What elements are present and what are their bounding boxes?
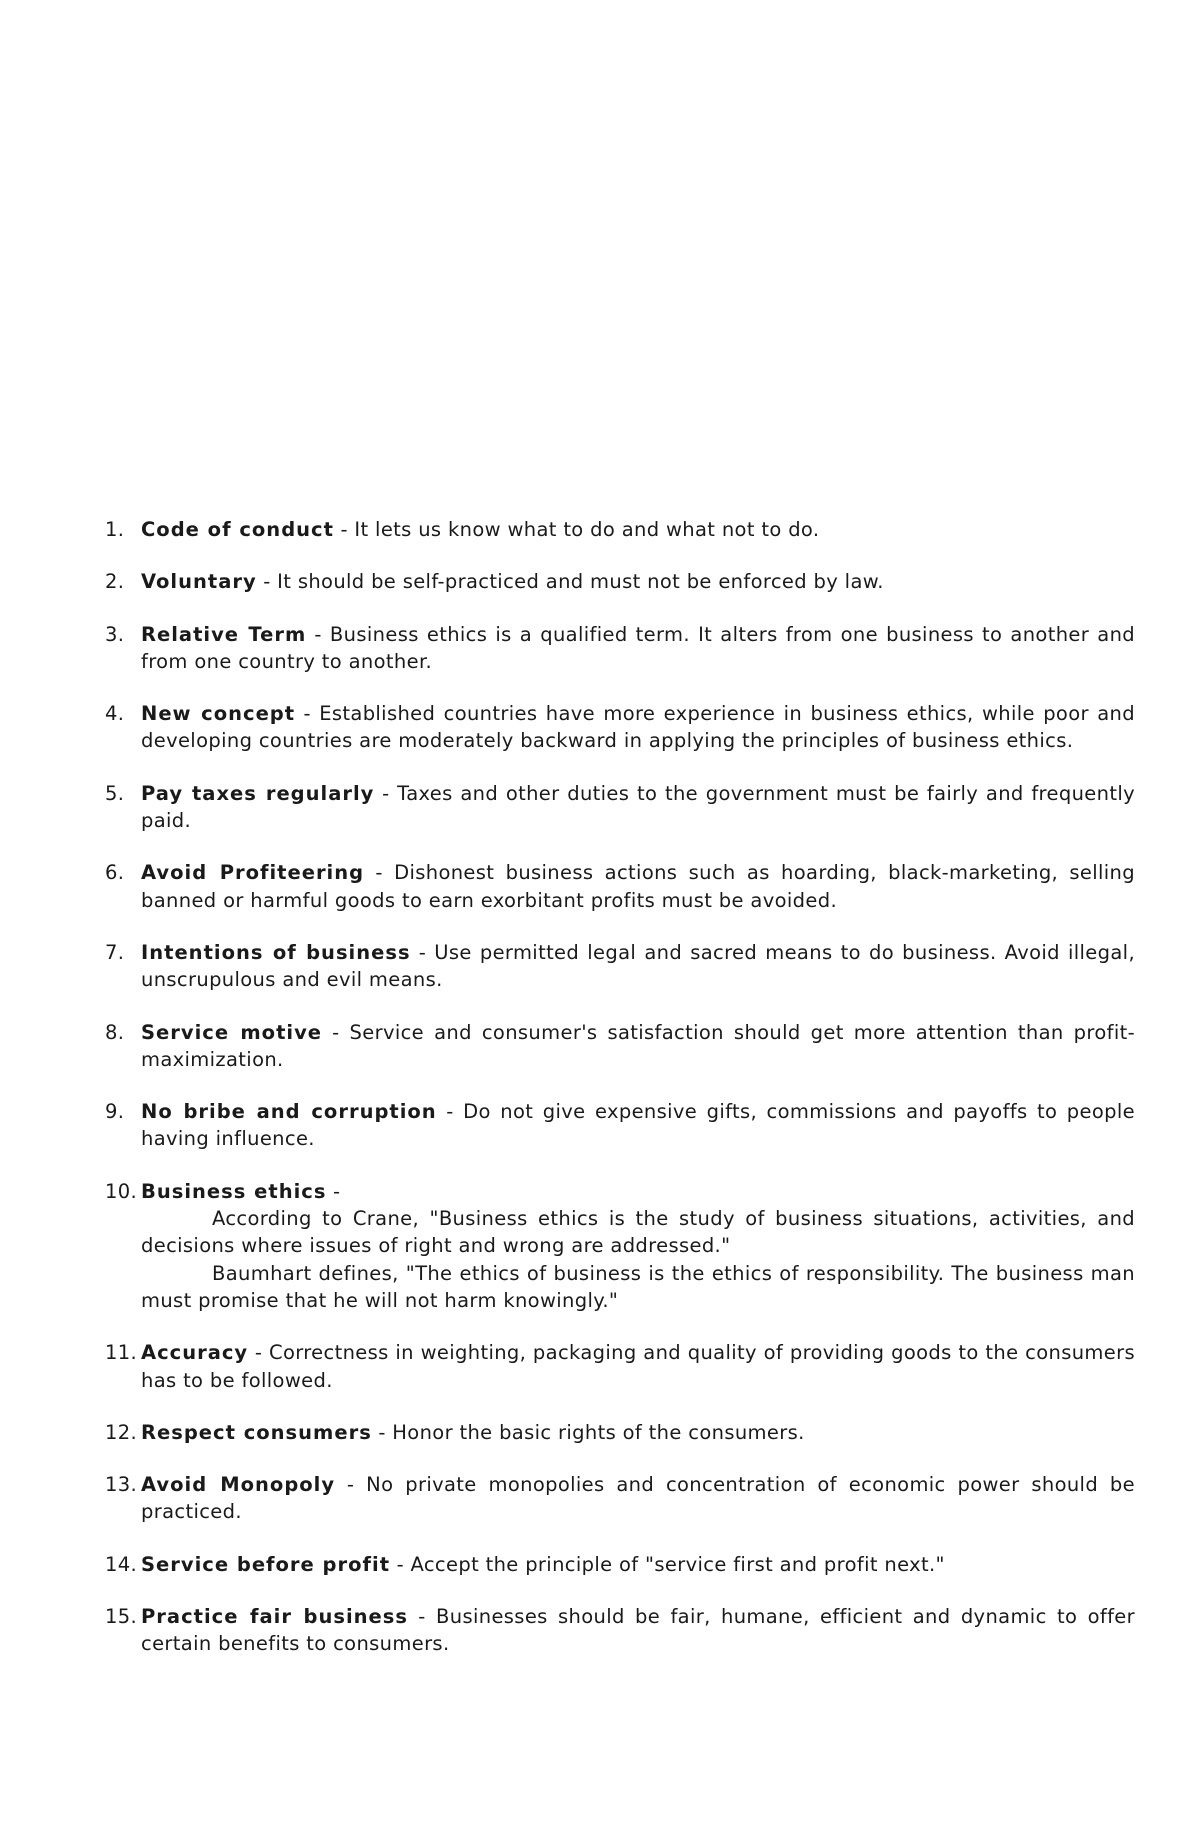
item-number: 13.: [105, 1473, 138, 1497]
item-body: [141, 1603, 1135, 1658]
definition-quote: According to Crane, "Business ethics is the study of business situations, activities, and decisions where issues of right and wrong are addressed.": [141, 1207, 1135, 1258]
list-item: [105, 1339, 1135, 1394]
list-item: [105, 621, 1135, 676]
list-item: [105, 1471, 1135, 1526]
item-text: - No private monopolies and concentration of economic power should be practiced.: [141, 1473, 1135, 1524]
item-body: [141, 780, 1135, 835]
item-number: 7.: [105, 940, 125, 964]
list-item: [105, 1551, 1135, 1578]
item-term: Avoid Monopoly: [141, 1473, 336, 1497]
item-term: Pay taxes regularly: [141, 781, 375, 805]
list-item: [105, 1419, 1135, 1446]
item-number: 10.: [105, 1179, 138, 1203]
item-term: New concept: [141, 702, 296, 726]
business-ethics-list: [105, 516, 1135, 1683]
list-item: [105, 700, 1135, 755]
item-text: - Use permitted legal and sacred means to do business. Avoid illegal, unscrupulous and evil means.: [141, 940, 1135, 992]
item-term: Service motive: [141, 1020, 323, 1044]
list-item: [105, 568, 1135, 595]
list-item: [105, 516, 1135, 543]
item-text: - Businesses should be fair, humane, efficient and dynamic to offer certain benefits to consumers.: [141, 1605, 1136, 1656]
list-item: [105, 939, 1135, 994]
list-item: [105, 780, 1135, 835]
item-body: [141, 568, 1135, 595]
item-body: [141, 1471, 1135, 1526]
item-term: Business ethics: [141, 1179, 327, 1203]
item-number: 12.: [105, 1420, 138, 1444]
item-term: Voluntary: [141, 570, 257, 594]
item-text: - Business ethics is a qualified term. It alters from one business to another and from one country to another.: [141, 622, 1136, 673]
item-body: [141, 1098, 1135, 1153]
item-term: Accuracy: [141, 1341, 249, 1365]
item-body: [141, 1019, 1135, 1074]
item-number: 8.: [105, 1020, 125, 1044]
item-text: - Honor the basic rights of the consumers.: [371, 1420, 805, 1444]
item-number: 1.: [105, 518, 125, 541]
item-text: - Taxes and other duties to the government must be fairly and frequently paid.: [141, 781, 1135, 833]
item-body: [141, 516, 1135, 543]
item-text: - It lets us know what to do and what not to do.: [333, 518, 820, 541]
item-term: Intentions of business: [141, 940, 411, 964]
list-item: [105, 1178, 1135, 1314]
item-number: 15.: [105, 1605, 138, 1629]
item-number: 11.: [105, 1341, 138, 1365]
list-item: [105, 1098, 1135, 1153]
item-text: - Do not give expensive gifts, commissions and payoffs to people having influence.: [141, 1100, 1136, 1151]
item-text: - Dishonest business actions such as hoarding, black-marketing, selling banned or harmful goods to earn exorbitant profits must be avoided.: [141, 861, 1135, 912]
item-text: - Established countries have more experience in business ethics, while poor and developing countries are moderately backward in applying the principles of business ethics.: [141, 702, 1135, 753]
item-body: [141, 859, 1135, 914]
item-number: 4.: [105, 702, 125, 726]
item-text: -: [326, 1179, 341, 1203]
item-term: Service before profit: [141, 1552, 391, 1576]
item-body: [141, 1339, 1135, 1394]
item-body: [141, 1178, 1135, 1314]
item-body: [141, 621, 1135, 676]
definition-quote: Baumhart defines, "The ethics of business is the ethics of responsibility. The business man must promise that he will not harm knowingly.": [141, 1261, 1135, 1312]
item-body: [141, 700, 1135, 755]
item-number: 6.: [105, 861, 125, 885]
item-term: Relative Term: [141, 622, 307, 646]
list-item: [105, 1603, 1135, 1658]
item-text: - Accept the principle of "service first and profit next.": [390, 1552, 945, 1576]
list-item: [105, 1019, 1135, 1074]
item-term: Practice fair business: [141, 1605, 408, 1629]
item-number: 2.: [105, 570, 125, 594]
item-text: - Correctness in weighting, packaging and quality of providing goods to the consumers has to be followed.: [141, 1341, 1135, 1392]
item-term: Avoid Profiteering: [141, 861, 365, 885]
item-body: [141, 939, 1135, 994]
item-body: [141, 1419, 1135, 1446]
item-text: - Service and consumer's satisfaction should get more attention than profit- maximization.: [141, 1020, 1135, 1071]
item-term: Respect consumers: [141, 1420, 372, 1444]
item-term: No bribe and corruption: [141, 1100, 437, 1124]
item-number: 5.: [105, 781, 125, 805]
item-number: 9.: [105, 1100, 125, 1124]
item-body: [141, 1551, 1135, 1578]
item-text: - It should be self-practiced and must not be enforced by law.: [256, 570, 884, 594]
item-term: Code of conduct: [141, 518, 334, 541]
item-number: 14.: [105, 1552, 138, 1576]
item-number: 3.: [105, 622, 125, 646]
list-item: [105, 859, 1135, 914]
